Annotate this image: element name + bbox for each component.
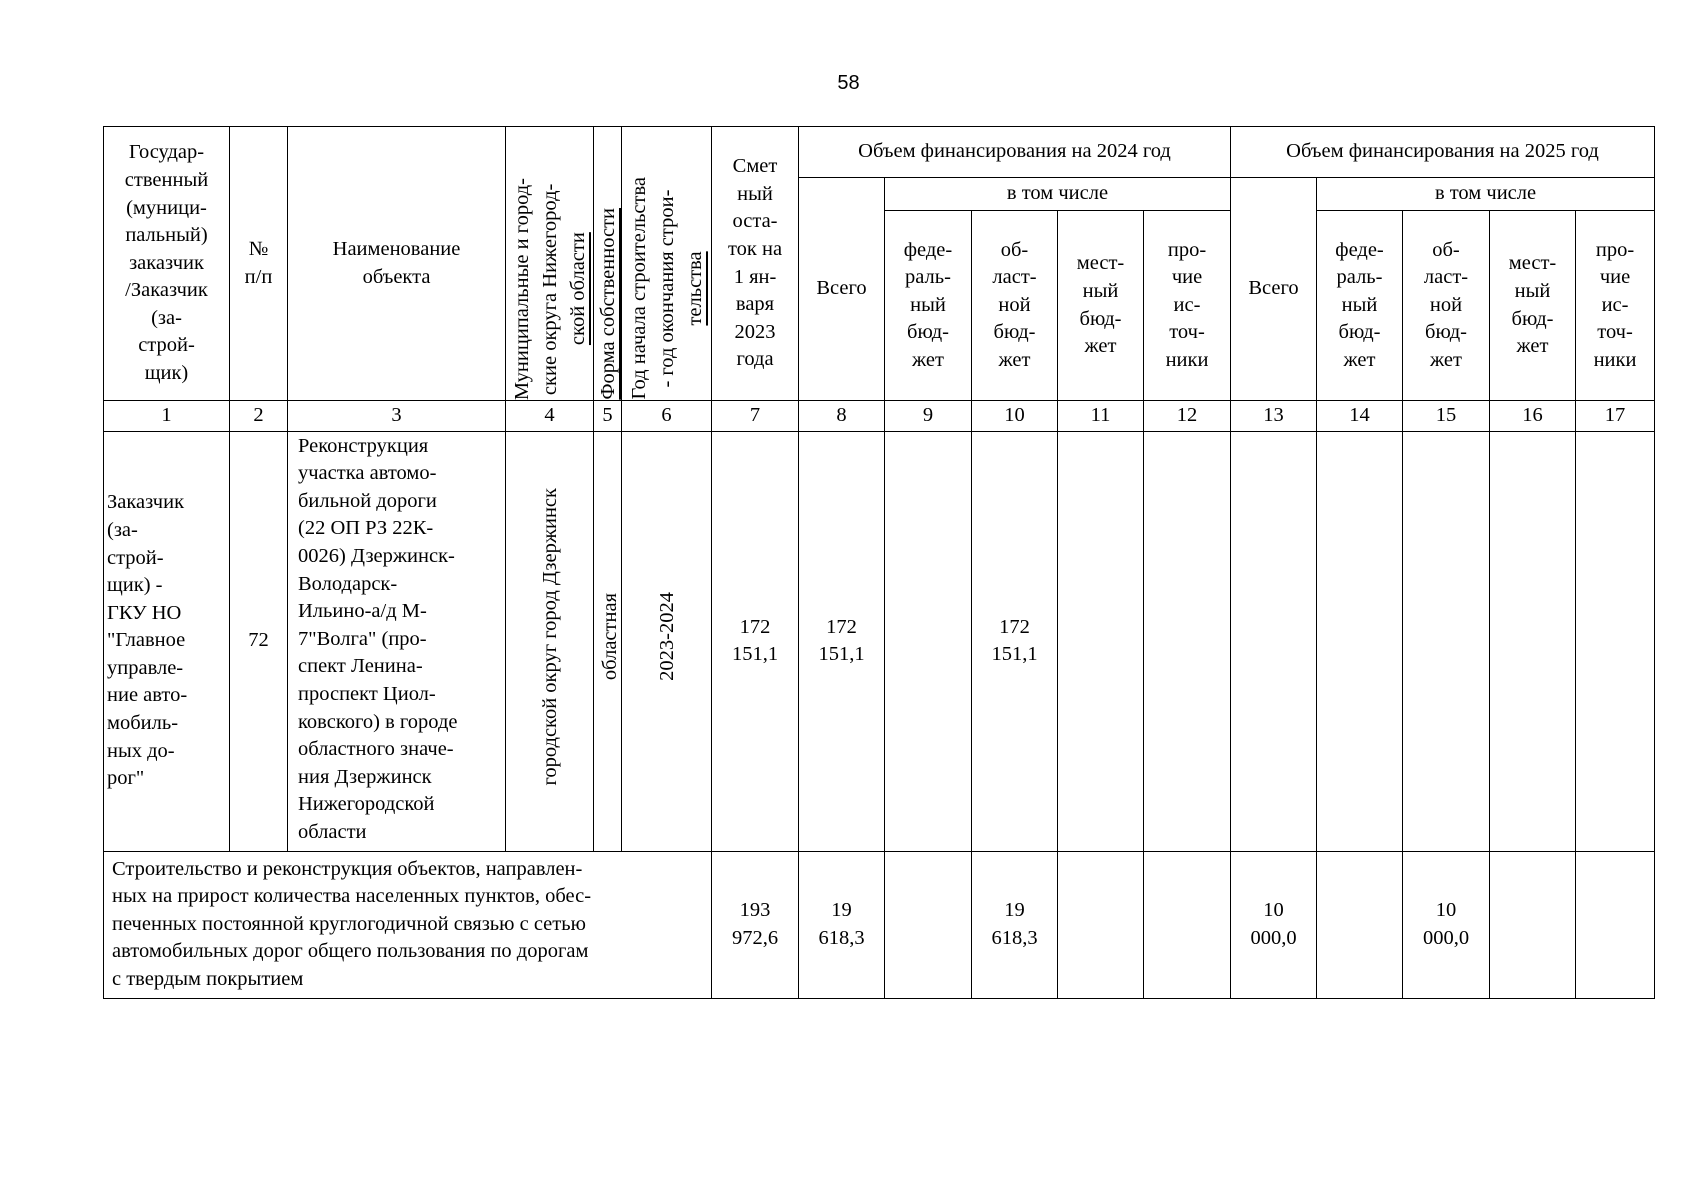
row-total-2025 — [1231, 431, 1317, 851]
financing-table — [103, 126, 1655, 999]
row-regional-2024: 172 151,1 — [972, 431, 1058, 851]
column-number: 6 — [622, 401, 712, 432]
column-number: 16 — [1490, 401, 1576, 432]
header-ownership: Форма собственности — [594, 127, 622, 401]
header-municipality: Муниципальные и город- ские округа Нижегород- ской области — [506, 127, 594, 401]
header-number: № п/п — [230, 127, 288, 401]
header-regional-2024: об- ласт- ной бюд- жет — [972, 211, 1058, 401]
header-years: Год начала строительства - год окончания строи- тельства — [622, 127, 712, 401]
header-including-2025: в том числе — [1317, 178, 1655, 211]
summary-label: Строительство и реконструкция объектов, направлен- ных на прирост количества населенных пунктов, обес- печенных постоянной круглогодичной связью с сетью автомобильных дорог общего пользования по дорогам с твердым покрытием — [104, 851, 712, 998]
row-other-2025 — [1576, 431, 1655, 851]
column-number: 10 — [972, 401, 1058, 432]
header-group-2024: Объем финансирования на 2024 год — [799, 127, 1231, 178]
header-row-1 — [104, 127, 1655, 178]
column-number: 14 — [1317, 401, 1403, 432]
header-other-2025: про- чие ис- точ- ники — [1576, 211, 1655, 401]
column-number: 2 — [230, 401, 288, 432]
row-other-2024 — [1144, 431, 1231, 851]
summary-other-2025 — [1576, 851, 1655, 998]
row-years: 2023-2024 — [622, 431, 712, 851]
summary-regional-2025: 10 000,0 — [1403, 851, 1490, 998]
row-estimate: 172 151,1 — [712, 431, 799, 851]
summary-estimate: 193 972,6 — [712, 851, 799, 998]
column-number: 17 — [1576, 401, 1655, 432]
row-ownership: областная — [594, 431, 622, 851]
column-number: 13 — [1231, 401, 1317, 432]
column-number: 1 — [104, 401, 230, 432]
header-object-name: Наименование объекта — [288, 127, 506, 401]
row-total-2024: 172 151,1 — [799, 431, 885, 851]
summary-federal-2024 — [885, 851, 972, 998]
row-customer: Заказчик (за- строй- щик) - ГКУ НО "Главное управле- ние авто- мобиль- ных до- рог" — [104, 431, 230, 851]
column-number: 5 — [594, 401, 622, 432]
row-local-2025 — [1490, 431, 1576, 851]
column-number: 3 — [288, 401, 506, 432]
header-including-2024: в том числе — [885, 178, 1231, 211]
header-federal-2024: феде- раль- ный бюд- жет — [885, 211, 972, 401]
row-federal-2025 — [1317, 431, 1403, 851]
column-number-row — [104, 401, 1655, 432]
page-number: 58 — [837, 72, 860, 94]
summary-local-2025 — [1490, 851, 1576, 998]
summary-total-2025: 10 000,0 — [1231, 851, 1317, 998]
header-total-2024: Всего — [799, 178, 885, 401]
header-total-2025: Всего — [1231, 178, 1317, 401]
column-number: 7 — [712, 401, 799, 432]
row-municipality: городской округ город Дзержинск — [506, 431, 594, 851]
row-object-name: Реконструкция участка автомо- бильной дороги (22 ОП РЗ 22К- 0026) Дзержинск- Володарск- Ильино-а/д М- 7"Волга" (про- спект Ленина- проспект Циол- ковского) в городе областного значе- ния Дзержинск Нижегородской области — [288, 431, 506, 851]
summary-other-2024 — [1144, 851, 1231, 998]
column-number: 15 — [1403, 401, 1490, 432]
summary-row — [104, 851, 1655, 998]
row-local-2024 — [1058, 431, 1144, 851]
header-estimate: Смет ный оста- ток на 1 ян- варя 2023 года — [712, 127, 799, 401]
header-other-2024: про- чие ис- точ- ники — [1144, 211, 1231, 401]
header-customer — [104, 127, 230, 401]
summary-regional-2024: 19 618,3 — [972, 851, 1058, 998]
row-number: 72 — [230, 431, 288, 851]
summary-total-2024: 19 618,3 — [799, 851, 885, 998]
row-regional-2025 — [1403, 431, 1490, 851]
header-local-2024: мест- ный бюд- жет — [1058, 211, 1144, 401]
header-local-2025: мест- ный бюд- жет — [1490, 211, 1576, 401]
summary-federal-2025 — [1317, 851, 1403, 998]
header-regional-2025: об- ласт- ной бюд- жет — [1403, 211, 1490, 401]
summary-local-2024 — [1058, 851, 1144, 998]
column-number: 12 — [1144, 401, 1231, 432]
row-federal-2024 — [885, 431, 972, 851]
header-group-2025: Объем финансирования на 2025 год — [1231, 127, 1655, 178]
header-federal-2025: феде- раль- ный бюд- жет — [1317, 211, 1403, 401]
column-number: 9 — [885, 401, 972, 432]
column-number: 4 — [506, 401, 594, 432]
header-customer-lines: Государ- ственный (муници- пальный) заказчик /Заказчик (за- строй- щик) — [124, 141, 209, 385]
column-number: 8 — [799, 401, 885, 432]
column-number: 11 — [1058, 401, 1144, 432]
table-row — [104, 431, 1655, 851]
